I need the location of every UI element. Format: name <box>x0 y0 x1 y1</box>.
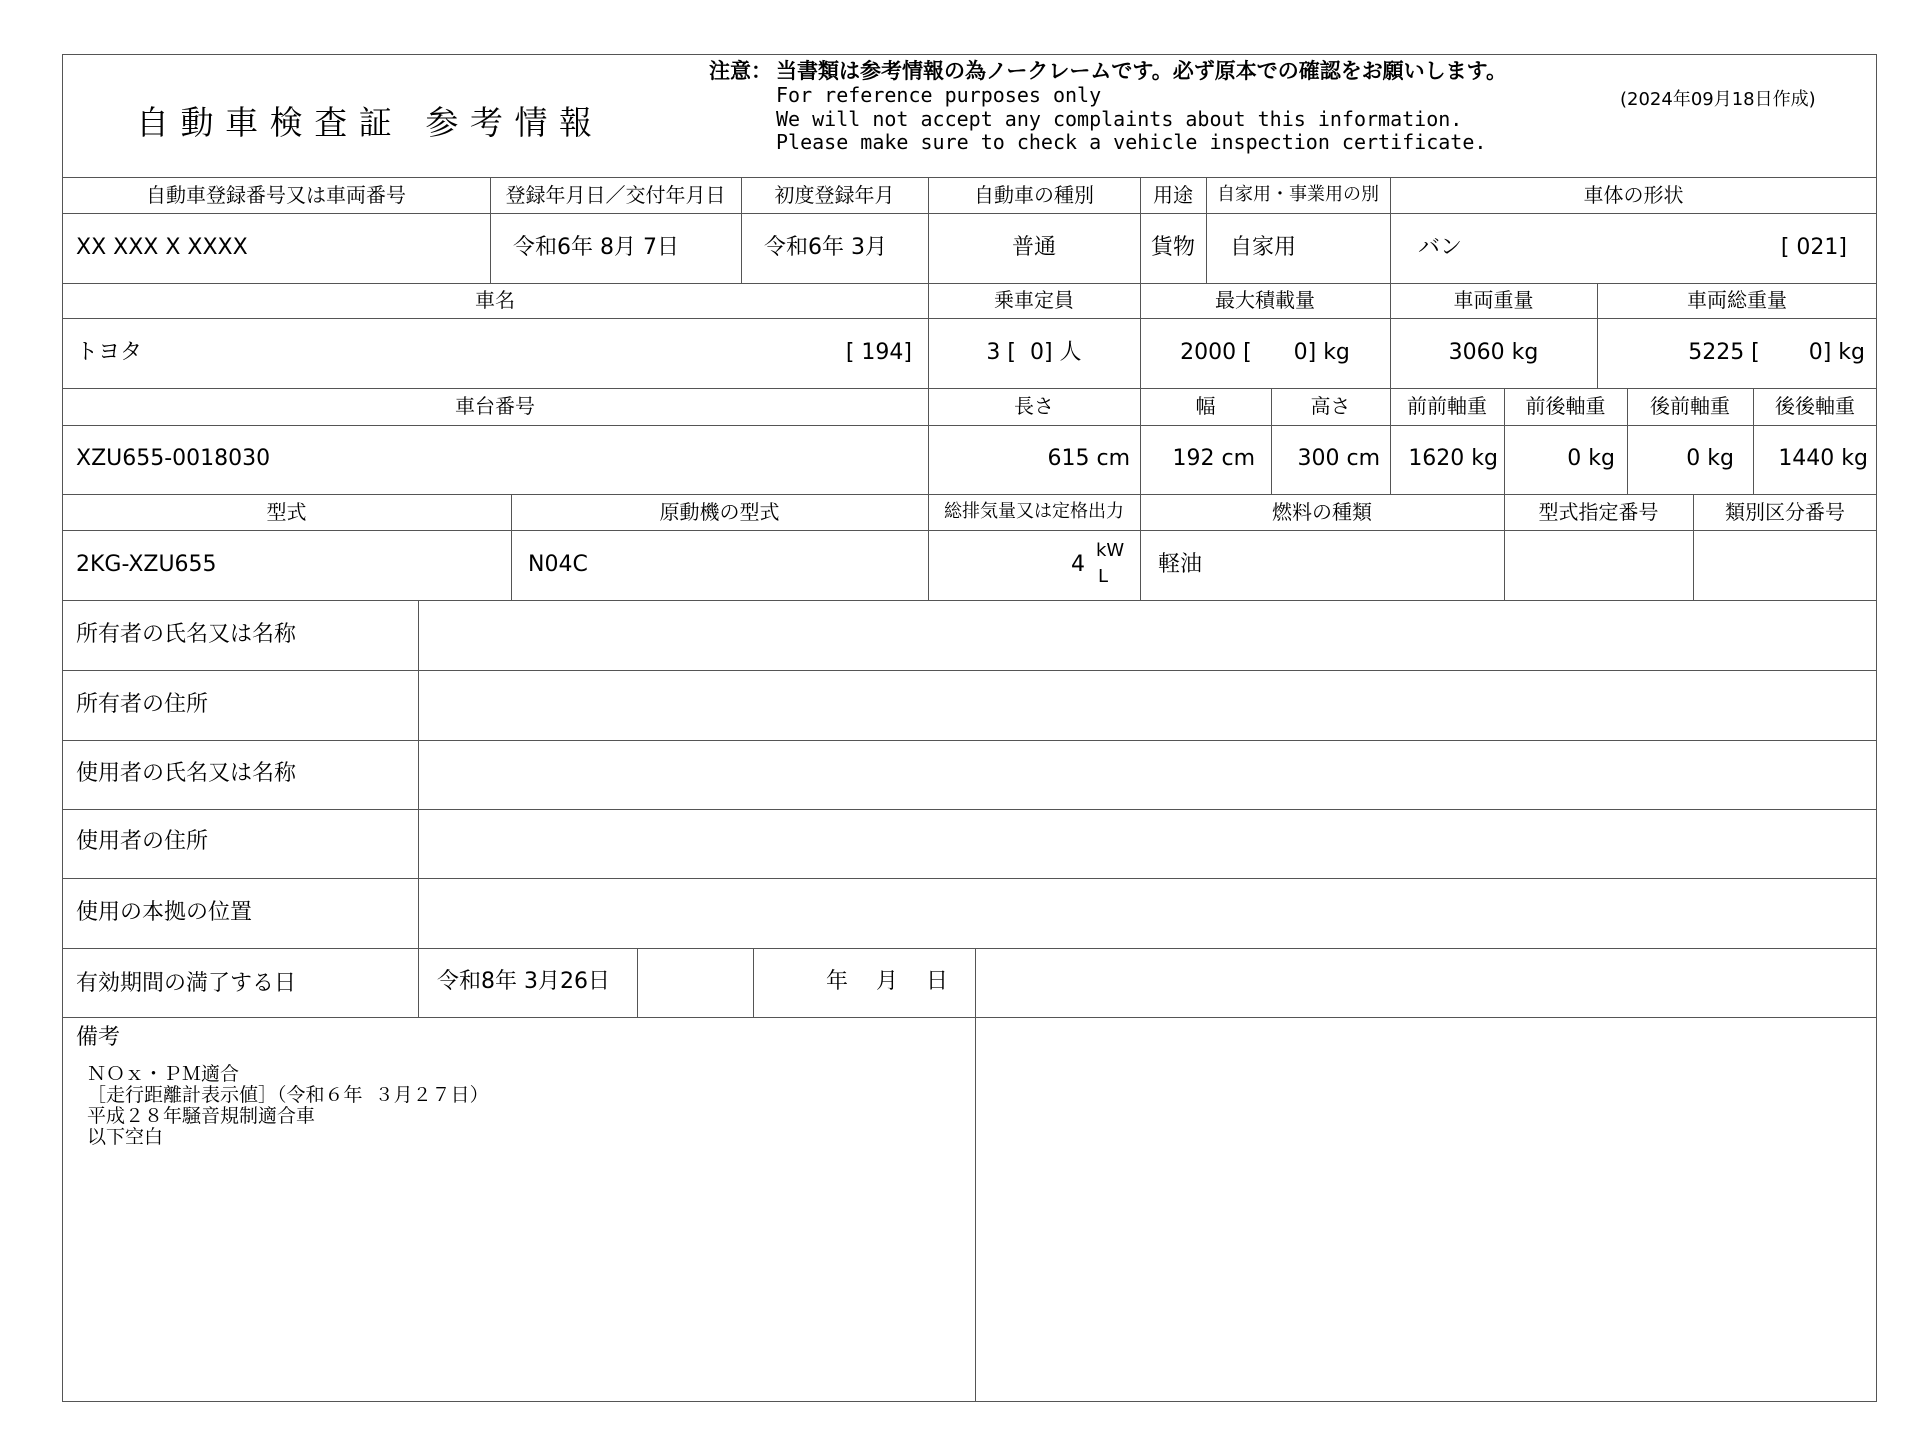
header-type-no: 型式指定番号 <box>1538 500 1659 524</box>
fuel-value: 軽油 <box>1158 552 1203 577</box>
header-displacement: 総排気量又は定格出力 <box>944 501 1124 522</box>
header-max-load: 最大積載量 <box>1215 288 1315 312</box>
header-ff-axle: 前前軸重 <box>1407 394 1487 418</box>
line-h-r2v <box>62 388 1877 389</box>
private-value: 自家用 <box>1230 235 1297 260</box>
remarks-line-2: ［走行距離計表示値］（令和６年 ３月２７日） <box>87 1084 489 1106</box>
body-value: バン <box>1418 235 1463 260</box>
expiry-label: 有効期間の満了する日 <box>76 971 297 996</box>
gross-weight-value: 5225 [ 0] kg <box>1688 340 1865 365</box>
notice-line-en-1: For reference purposes only <box>776 83 1102 107</box>
use-value: 貨物 <box>1150 235 1195 260</box>
rr-axle-value: 1440 kg <box>1778 446 1868 471</box>
header-capacity: 乗車定員 <box>994 288 1074 312</box>
remarks-line-1: ＮＯｘ・ＰＭ適合 <box>87 1063 240 1085</box>
notice-label: 注意： <box>709 59 772 83</box>
header-reg-no: 自動車登録番号又は車両番号 <box>146 183 406 207</box>
header-fr-axle: 前後軸重 <box>1525 394 1606 418</box>
line-v <box>637 948 638 1017</box>
header-weight: 車両重量 <box>1453 288 1534 312</box>
header-model: 型式 <box>266 500 307 524</box>
base-location-label: 使用の本拠の位置 <box>76 900 253 925</box>
header-length: 長さ <box>1014 394 1054 418</box>
body-code-value: [ 021] <box>1780 235 1847 260</box>
header-gross-weight: 車両総重量 <box>1687 288 1787 312</box>
header-first-reg: 初度登録年月 <box>774 183 895 207</box>
line-h-base <box>62 948 1877 949</box>
length-value: 615 cm <box>1047 446 1130 471</box>
height-value: 300 cm <box>1297 446 1380 471</box>
rf-axle-value: 0 kg <box>1686 446 1734 471</box>
header-chassis: 車台番号 <box>455 394 535 418</box>
header-use: 用途 <box>1153 183 1193 207</box>
header-car-name: 車名 <box>475 288 515 312</box>
header-private: 自家用・事業用の別 <box>1217 184 1379 205</box>
reg-date-value: 令和6年 8月 7日 <box>513 235 679 260</box>
header-body: 車体の形状 <box>1583 183 1684 207</box>
engine-value: N04C <box>528 552 588 577</box>
remarks-line-3: 平成２８年騒音規制適合車 <box>87 1105 316 1127</box>
page-title: 自動車検査証 参考情報 <box>136 103 604 142</box>
model-value: 2KG-XZU655 <box>76 552 217 577</box>
ff-axle-value: 1620 kg <box>1408 446 1498 471</box>
fr-axle-value: 0 kg <box>1567 446 1615 471</box>
line-h-r3h <box>62 425 1877 426</box>
displacement-value: 4 <box>1071 552 1085 577</box>
unit-kw: kW <box>1096 540 1125 561</box>
header-rr-axle: 後後軸重 <box>1775 394 1855 418</box>
line-h-r4v <box>62 600 1877 601</box>
user-name-label: 使用者の氏名又は名称 <box>76 761 297 786</box>
header-height: 高さ <box>1310 394 1351 418</box>
first-reg-value: 令和6年 3月 <box>764 235 887 260</box>
unit-l: L <box>1098 566 1109 587</box>
line-h-owner <box>62 670 1877 671</box>
line-h-owner-addr <box>62 740 1877 741</box>
line-v <box>975 948 976 1402</box>
kind-value: 普通 <box>1011 235 1056 260</box>
expiry-date-value: 令和8年 3月26日 <box>437 969 610 994</box>
header-fuel: 燃料の種類 <box>1272 500 1372 524</box>
line-h-header <box>62 177 1877 178</box>
width-value: 192 cm <box>1172 446 1255 471</box>
owner-name-label: 所有者の氏名又は名称 <box>76 622 297 647</box>
line-v <box>753 948 754 1017</box>
reg-no-value: XX XXX X XXXX <box>76 235 248 260</box>
line-h-r1h <box>62 213 1877 214</box>
weight-value: 3060 kg <box>1448 340 1539 365</box>
header-reg-date: 登録年月日／交付年月日 <box>505 183 726 207</box>
line-h-expiry <box>62 1017 1877 1018</box>
remarks-line-4: 以下空白 <box>87 1126 164 1148</box>
owner-address-label: 所有者の住所 <box>76 692 209 717</box>
header-class-no: 類別区分番号 <box>1725 500 1845 524</box>
max-load-value: 2000 [ 0] kg <box>1180 340 1350 365</box>
user-address-label: 使用者の住所 <box>76 829 209 854</box>
notice-line-en-2: We will not accept any complaints about this information. <box>776 107 1463 131</box>
line-h-r3v <box>62 494 1877 495</box>
remarks-label: 備考 <box>76 1025 121 1050</box>
line-h-user-addr <box>62 878 1877 879</box>
line-h-r2h <box>62 318 1877 319</box>
line-h-r1v <box>62 283 1877 284</box>
header-engine: 原動機の型式 <box>659 500 780 524</box>
expiry-blank-date: 年 月 日 <box>826 969 948 994</box>
header-rf-axle: 後前軸重 <box>1650 394 1730 418</box>
created-date: (2024年09月18日作成) <box>1620 89 1816 110</box>
capacity-value: 3 [ 0] 人 <box>986 340 1082 365</box>
chassis-value: XZU655-0018030 <box>76 446 271 471</box>
line-h-user <box>62 809 1877 810</box>
notice-line-en-3: Please make sure to check a vehicle inspection certificate. <box>776 130 1487 154</box>
line-h-r4h <box>62 530 1877 531</box>
header-kind: 自動車の種別 <box>974 183 1094 207</box>
car-name-code-value: [ 194] <box>845 340 912 365</box>
notice-line-ja: 当書類は参考情報の為ノークレームです。必ず原本での確認をお願いします。 <box>776 59 1508 83</box>
line-v <box>418 600 419 1017</box>
car-name-value: トヨタ <box>76 340 143 365</box>
header-width: 幅 <box>1195 394 1216 418</box>
